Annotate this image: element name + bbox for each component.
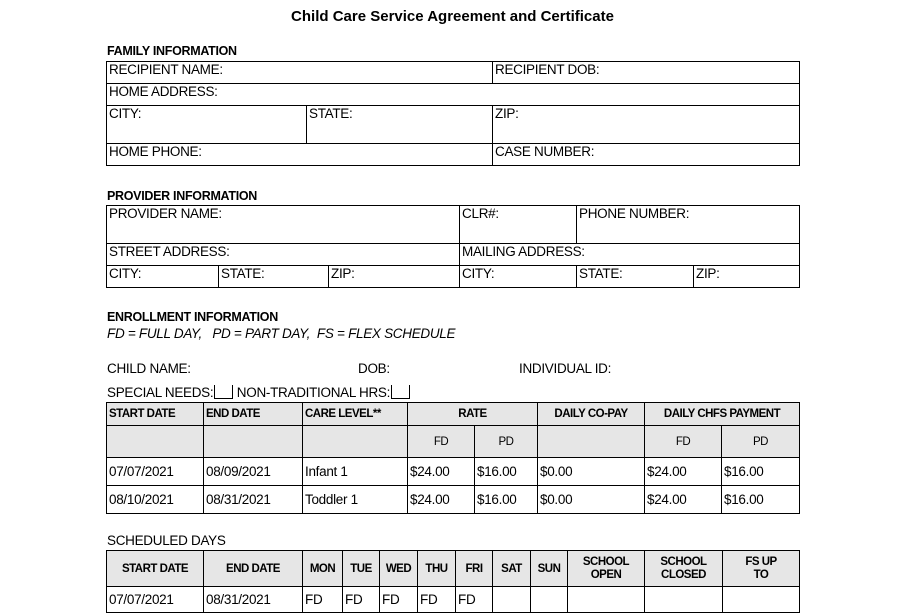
col-rate-pd: PD xyxy=(475,426,538,458)
scheduled-days-heading: SCHEDULED DAYS xyxy=(107,533,226,548)
provider-table xyxy=(106,205,800,288)
family-city-field[interactable]: CITY: xyxy=(107,106,307,144)
col-wed: WED xyxy=(380,551,418,587)
enrollment-table xyxy=(106,402,800,514)
table-row xyxy=(107,486,800,514)
child-name-label: CHILD NAME: xyxy=(107,361,191,376)
home-address-field[interactable]: HOME ADDRESS: xyxy=(107,84,800,106)
row-care-level: Infant 1 xyxy=(303,458,408,486)
mailing-zip-field[interactable]: ZIP: xyxy=(694,266,800,288)
row-fri: FD xyxy=(456,587,493,613)
col-pay-pd: PD xyxy=(722,426,800,458)
family-heading: FAMILY INFORMATION xyxy=(107,44,237,58)
row-mon: FD xyxy=(303,587,343,613)
table-row xyxy=(107,587,800,613)
row-start-date: 07/07/2021 xyxy=(107,587,204,613)
row-copay: $0.00 xyxy=(538,486,645,514)
col-end-date: END DATE xyxy=(204,403,303,426)
row-care-level: Toddler 1 xyxy=(303,486,408,514)
col-fs-up-to xyxy=(723,551,800,587)
provider-city-field[interactable]: CITY: xyxy=(107,266,219,288)
scheduled-days-table xyxy=(106,550,800,613)
col-sat: SAT xyxy=(493,551,531,587)
col-tue: TUE xyxy=(343,551,380,587)
mailing-state-field[interactable]: STATE: xyxy=(577,266,694,288)
street-address-field[interactable]: STREET ADDRESS: xyxy=(107,244,460,266)
row-sat xyxy=(493,587,531,613)
col-start-date: START DATE xyxy=(107,403,204,426)
non-traditional-label: NON-TRADITIONAL HRS: xyxy=(236,385,391,400)
col-pay-fd: FD xyxy=(645,426,722,458)
col-fs-up-to-line1: FS UP xyxy=(745,555,777,568)
mailing-city-field[interactable]: CITY: xyxy=(460,266,577,288)
non-traditional-checkbox[interactable] xyxy=(391,385,410,399)
provider-heading: PROVIDER INFORMATION xyxy=(107,189,258,203)
row-tue: FD xyxy=(343,587,380,613)
col-school-open-line1: SCHOOL xyxy=(582,555,630,568)
subheader-blank xyxy=(303,426,408,458)
col-thu: THU xyxy=(418,551,456,587)
col-mon: MON xyxy=(303,551,343,587)
row-thu: FD xyxy=(418,587,456,613)
recipient-name-field[interactable]: RECIPIENT NAME: xyxy=(107,62,493,84)
col-school-open-line2: OPEN xyxy=(590,568,622,581)
subheader-blank xyxy=(204,426,303,458)
row-start-date: 08/10/2021 xyxy=(107,486,204,514)
recipient-dob-field[interactable]: RECIPIENT DOB: xyxy=(493,62,800,84)
special-needs-row xyxy=(107,385,410,400)
row-rate-pd: $16.00 xyxy=(475,458,538,486)
special-needs-checkbox[interactable] xyxy=(214,385,233,399)
row-pay-fd: $24.00 xyxy=(645,458,722,486)
col-daily-copay: DAILY CO-PAY xyxy=(538,403,645,426)
provider-zip-field[interactable]: ZIP: xyxy=(329,266,460,288)
row-rate-fd: $24.00 xyxy=(408,486,475,514)
col-start-date: START DATE xyxy=(107,551,204,587)
row-end-date: 08/31/2021 xyxy=(204,587,303,613)
row-pay-pd: $16.00 xyxy=(722,458,800,486)
col-school-open xyxy=(568,551,645,587)
row-fs-up-to xyxy=(723,587,800,613)
mailing-address-field[interactable]: MAILING ADDRESS: xyxy=(460,244,800,266)
case-number-field[interactable]: CASE NUMBER: xyxy=(493,144,800,166)
col-school-closed-line2: CLOSED xyxy=(661,568,706,581)
row-sun xyxy=(531,587,568,613)
schedule-legend: FD = FULL DAY, PD = PART DAY, FS = FLEX SCHEDULE xyxy=(107,326,456,341)
row-end-date: 08/09/2021 xyxy=(204,458,303,486)
row-school-open xyxy=(568,587,645,613)
col-end-date: END DATE xyxy=(204,551,303,587)
row-school-closed xyxy=(645,587,723,613)
col-sun: SUN xyxy=(531,551,568,587)
col-care-level: CARE LEVEL** xyxy=(303,403,408,426)
row-start-date: 07/07/2021 xyxy=(107,458,204,486)
provider-state-field[interactable]: STATE: xyxy=(219,266,329,288)
col-daily-chfs-payment: DAILY CHFS PAYMENT xyxy=(645,403,800,426)
col-fri: FRI xyxy=(456,551,493,587)
row-copay: $0.00 xyxy=(538,458,645,486)
subheader-blank xyxy=(538,426,645,458)
clr-field[interactable]: CLR#: xyxy=(460,206,577,244)
subheader-blank xyxy=(107,426,204,458)
home-phone-field[interactable]: HOME PHONE: xyxy=(107,144,493,166)
row-pay-fd: $24.00 xyxy=(645,486,722,514)
row-pay-pd: $16.00 xyxy=(722,486,800,514)
provider-name-field[interactable]: PROVIDER NAME: xyxy=(107,206,460,244)
provider-phone-field[interactable]: PHONE NUMBER: xyxy=(577,206,800,244)
row-rate-fd: $24.00 xyxy=(408,458,475,486)
col-fs-up-to-line2: TO xyxy=(753,568,769,581)
enrollment-heading: ENROLLMENT INFORMATION xyxy=(107,310,278,324)
col-rate-fd: FD xyxy=(408,426,475,458)
row-end-date: 08/31/2021 xyxy=(204,486,303,514)
col-school-closed xyxy=(645,551,723,587)
individual-id-label: INDIVIDUAL ID: xyxy=(519,361,612,376)
child-dob-label: DOB: xyxy=(358,361,390,376)
row-wed: FD xyxy=(380,587,418,613)
row-rate-pd: $16.00 xyxy=(475,486,538,514)
family-table xyxy=(106,61,800,166)
document-title: Child Care Service Agreement and Certificate xyxy=(291,8,614,25)
family-zip-field[interactable]: ZIP: xyxy=(493,106,800,144)
family-state-field[interactable]: STATE: xyxy=(307,106,493,144)
special-needs-label: SPECIAL NEEDS: xyxy=(107,385,214,400)
col-rate: RATE xyxy=(408,403,538,426)
table-row xyxy=(107,458,800,486)
col-school-closed-line1: SCHOOL xyxy=(660,555,707,568)
